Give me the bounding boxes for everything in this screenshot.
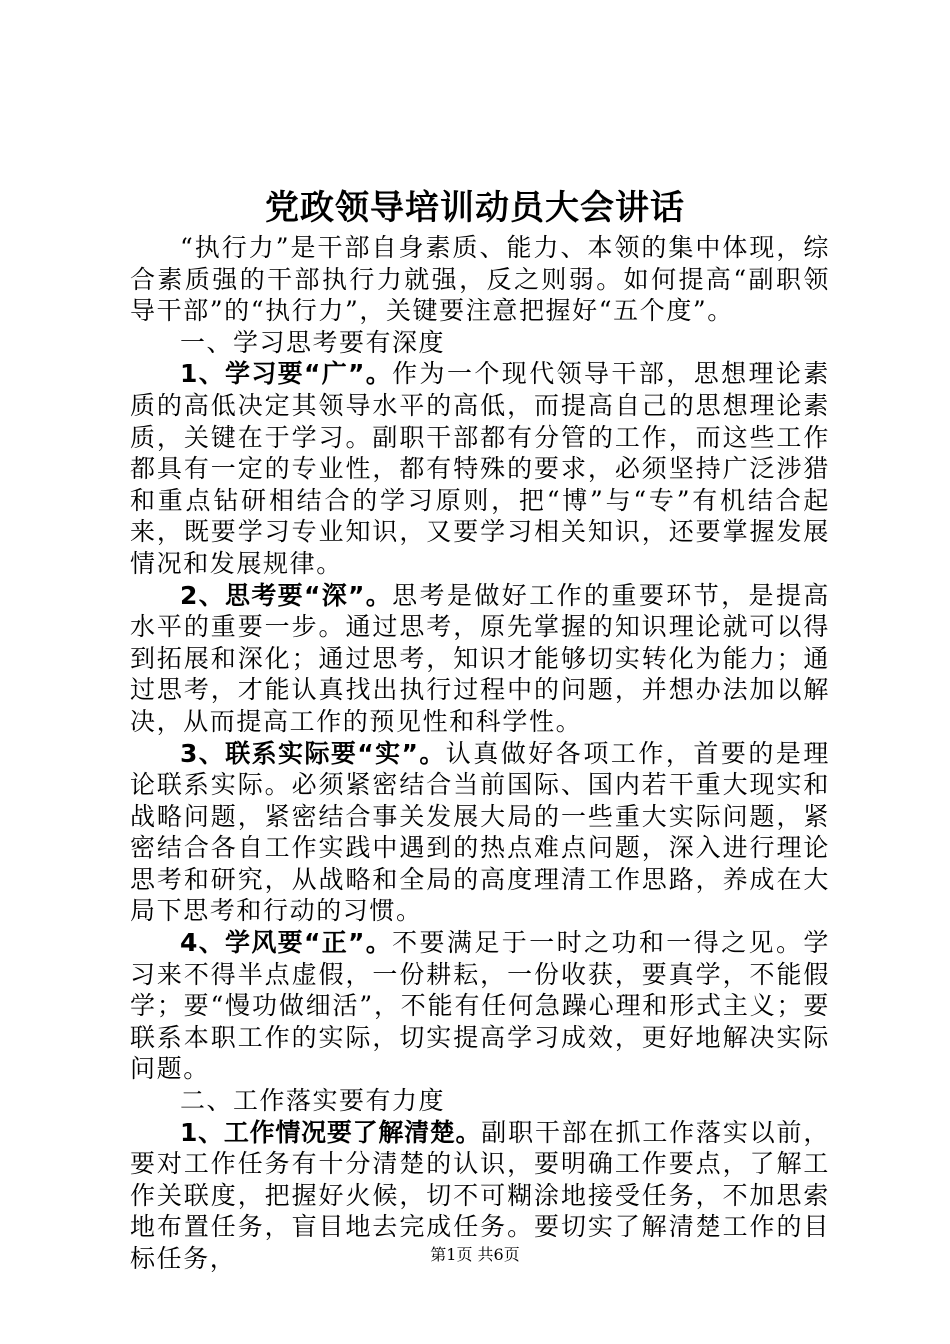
paragraph-lead: 1、工作情况要了解清楚。	[180, 1117, 482, 1147]
paragraph-lead: 4、学风要“正”。	[180, 928, 393, 958]
paragraph-text: 思考是做好工作的重要环节，是提高水平的重要一步。通过思考，原先掌握的知识理论就可以得到拓展和深化；通过思考，知识才能够切实转化为能力；通过思考，才能认真找出执行过程中的问题，并想办法加以解决，从而提高工作的预见性和科学性。	[130, 580, 830, 736]
intro-paragraph: “执行力”是干部自身素质、能力、本领的集中体现，综合素质强的干部执行力就强，反之则弱。如何提高“副职领导干部”的“执行力”，关键要注意把握好“五个度”。	[130, 233, 830, 326]
document-body	[130, 232, 830, 1275]
paragraph-1-2	[130, 580, 830, 738]
paragraph-text: 不要满足于一时之功和一得之见。学习来不得半点虚假，一份耕耘，一份收获，要真学，不能假学；要“慢功做细活”，不能有任何急躁心理和形式主义；要联系本职工作的实际，切实提高学习成效，更好地解决实际问题。	[130, 928, 830, 1084]
document-title: 党政领导培训动员大会讲话	[265, 188, 685, 228]
page-footer: 第1页 共6页	[430, 1245, 520, 1264]
paragraph-text: 副职干部在抓工作落实以前，要对工作任务有十分清楚的认识，要明确工作要点，了解工作关联度，把握好火候，切不可糊涂地接受任务，不加思索地布置任务，盲目地去完成任务。要切实了解清楚工作的目标任务，	[130, 1117, 830, 1273]
section-heading-2: 二、工作落实要有力度	[180, 1086, 446, 1116]
paragraph-lead: 1、学习要“广”。	[180, 359, 393, 389]
paragraph-lead: 2、思考要“深”。	[180, 580, 393, 610]
paragraph-text: 作为一个现代领导干部，思想理论素质的高低决定其领导水平的高低，而提高自己的思想理论素质，关键在于学习。副职干部都有分管的工作，而这些工作都具有一定的专业性，都有特殊的要求，必须坚持广泛涉猎和重点钻研相结合的学习原则，把“博”与“专”有机结合起来，既要学习专业知识，又要学习相关知识，还要掌握发展情况和发展规律。	[130, 359, 830, 578]
section-heading-1: 一、学习思考要有深度	[180, 327, 446, 357]
paragraph-1-1	[130, 358, 830, 579]
paragraph-1-4	[130, 927, 830, 1085]
paragraph-lead: 3、联系实际要“实”。	[180, 738, 446, 768]
paragraph-1-3	[130, 738, 830, 928]
paragraph-text: 认真做好各项工作，首要的是理论联系实际。必须紧密结合当前国际、国内若干重大现实和战略问题，紧密结合事关发展大局的一些重大实际问题，紧密结合各自工作实践中遇到的热点难点问题，深入进行理论思考和研究，从战略和全局的高度理清工作思路，养成在大局下思考和行动的习惯。	[130, 738, 830, 926]
